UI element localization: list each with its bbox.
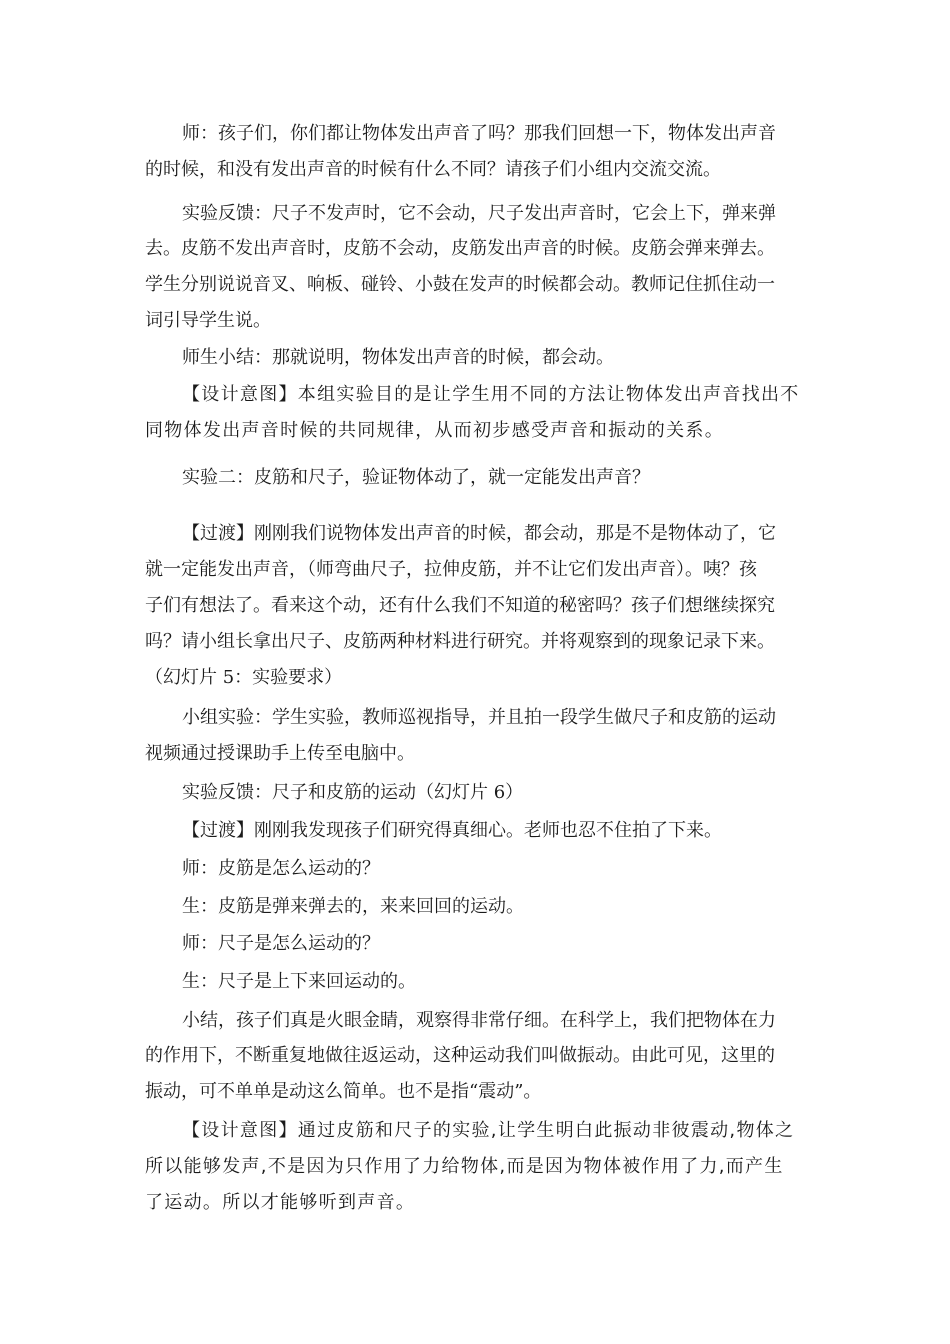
- paragraph-line: 的作用下，不断重复地做往返运动，这种运动我们叫做振动。由此可见，这里的: [145, 1045, 775, 1066]
- paragraph-line: 师生小结：那就说明，物体发出声音的时候，都会动。: [182, 347, 614, 368]
- paragraph-line: 【过渡】刚刚我发现孩子们研究得真细心。老师也忍不住拍了下来。: [182, 820, 722, 841]
- paragraph-line: 子们有想法了。看来这个动，还有什么我们不知道的秘密吗？孩子们想继续探究: [145, 595, 775, 616]
- paragraph-line: 生：尺子是上下来回运动的。: [182, 971, 416, 992]
- paragraph-line: 师：尺子是怎么运动的？: [182, 933, 380, 954]
- design-intent-line: 所以能够发声,不是因为只作用了力给物体,而是因为物体被作用了力,而产生: [145, 1156, 784, 1177]
- paragraph-line: 吗？请小组长拿出尺子、皮筋两种材料进行研究。并将观察到的现象记录下来。: [145, 631, 775, 652]
- paragraph-line: 【过渡】刚刚我们说物体发出声音的时候，都会动，那是不是物体动了，它: [182, 523, 776, 544]
- paragraph-line: 实验反馈：尺子和皮筋的运动（幻灯片 6）: [182, 782, 524, 803]
- paragraph-line: 振动，可不单单是动这么简单。也不是指“震动”。: [145, 1081, 542, 1102]
- paragraph-line: 小结，孩子们真是火眼金睛，观察得非常仔细。在科学上，我们把物体在力: [182, 1010, 776, 1031]
- paragraph-line: 实验反馈：尺子不发声时，它不会动，尺子发出声音时，它会上下，弹来弹: [182, 203, 776, 224]
- paragraph-line: 师：皮筋是怎么运动的？: [182, 858, 380, 879]
- design-intent-line: 【设计意图】通过皮筋和尺子的实验,让学生明白此振动非彼震动,物体之: [182, 1120, 795, 1141]
- paragraph-line: 的时候，和没有发出声音的时候有什么不同？请孩子们小组内交流交流。: [145, 159, 721, 180]
- paragraph-line: 师：孩子们，你们都让物体发出声音了吗？那我们回想一下，物体发出声音: [182, 123, 776, 144]
- paragraph-line: （幻灯片 5：实验要求）: [145, 667, 343, 688]
- paragraph-line: 去。皮筋不发出声音时，皮筋不会动，皮筋发出声音的时候。皮筋会弹来弹去。: [145, 238, 775, 259]
- paragraph-line: 就一定能发出声音，（师弯曲尺子，拉伸皮筋，并不让它们发出声音）。咦？孩: [145, 559, 757, 580]
- paragraph-line: 小组实验：学生实验，教师巡视指导，并且拍一段学生做尺子和皮筋的运动: [182, 707, 776, 728]
- paragraph-line: 实验二：皮筋和尺子，验证物体动了，就一定能发出声音？: [182, 467, 650, 488]
- paragraph-line: 视频通过授课助手上传至电脑中。: [145, 743, 415, 764]
- paragraph-line: 学生分别说说音叉、响板、碰铃、小鼓在发声的时候都会动。教师记住抓住动一: [145, 274, 775, 295]
- design-intent-line: 【设计意图】本组实验目的是让学生用不同的方法让物体发出声音找出不: [182, 384, 800, 405]
- design-intent-line: 了运动。所以才能够听到声音。: [145, 1192, 416, 1213]
- paragraph-line: 生：皮筋是弹来弹去的，来来回回的运动。: [182, 896, 524, 917]
- design-intent-line: 同物体发出声音时候的共同规律，从而初步感受声音和振动的关系。: [145, 420, 724, 441]
- paragraph-line: 词引导学生说。: [145, 310, 271, 331]
